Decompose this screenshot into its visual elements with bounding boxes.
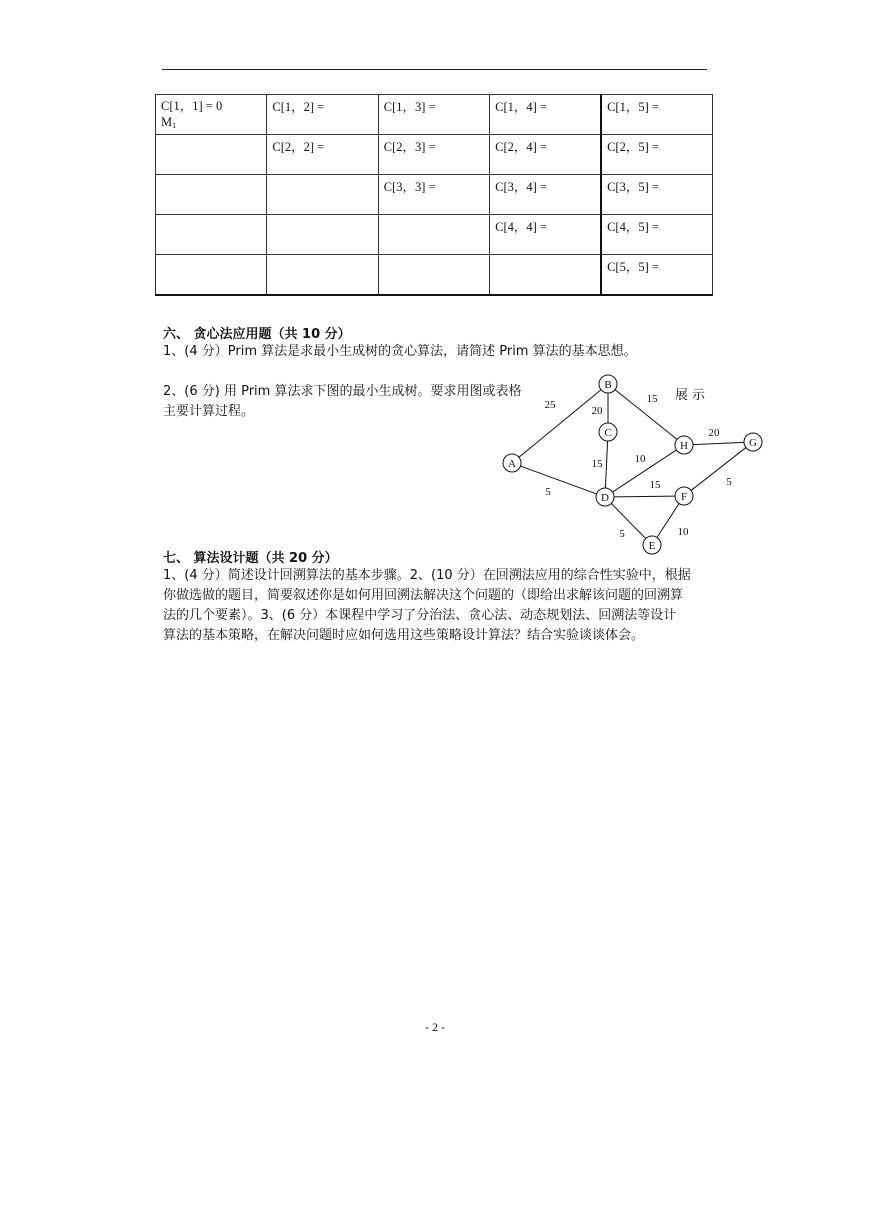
- section6-question1: 1、(4 分）Prim 算法是求最小生成树的贪心算法，请简述 Prim 算法的基本思想。: [163, 344, 637, 359]
- edge-weight-label: 10: [677, 526, 689, 538]
- table-cell: [156, 135, 267, 175]
- section6-question2-line2: 主要计算过程。: [163, 404, 255, 419]
- table-cell-text: C[1，1] = 0: [161, 99, 223, 113]
- header-rule: [162, 69, 707, 70]
- graph-node-label: A: [508, 458, 516, 470]
- table-cell: C[2，2] =: [267, 135, 378, 175]
- table-row: [156, 135, 713, 175]
- table-cell: C[3，4] =: [490, 175, 601, 215]
- edge-weight-label: 5: [545, 486, 551, 498]
- edge-weight-label: 5: [619, 528, 625, 540]
- graph-edge-g-f: [691, 448, 746, 491]
- edge-weight-label: 20: [591, 405, 603, 417]
- edge-weight-label: 5: [726, 476, 732, 488]
- table-cell: [156, 255, 267, 295]
- graph-edge-e-f: [657, 504, 679, 538]
- table-row: [156, 175, 713, 215]
- section7-title: 七、 算法设计题（共 20 分）: [163, 551, 338, 566]
- m1-label: $M_1$: [161, 115, 177, 130]
- graph-edge-a-d: [520, 466, 596, 494]
- section6-question2-tail: 展示: [675, 388, 710, 403]
- table-row: [156, 255, 713, 295]
- table-cell: [378, 215, 489, 255]
- section7-line4: 算法的基本策略，在解决问题时应如何选用这些策略设计算法？结合实验谈谈体会。: [163, 628, 645, 643]
- table-cell: C[2，5] =: [601, 135, 712, 175]
- graph-node-label: E: [648, 540, 656, 552]
- edge-weight-label: 15: [591, 458, 603, 470]
- edge-weight-label: 15: [649, 479, 661, 491]
- graph-edge-h-g: [693, 442, 744, 444]
- table-cell: [378, 255, 489, 295]
- table-cell: [156, 215, 267, 255]
- table-cell: C[4，5] =: [601, 215, 712, 255]
- table-cell: C[2，4] =: [490, 135, 601, 175]
- graph-edge-c-d: [605, 441, 607, 488]
- graph-node-label: B: [604, 379, 612, 391]
- table-cell: [267, 255, 378, 295]
- table-cell: [490, 255, 601, 295]
- table-cell: C[1，2] =: [267, 95, 378, 135]
- section7-line2: 你做选做的题目，简要叙述你是如何用回溯法解决这个问题的（即给出求解该问题的回溯算: [163, 588, 684, 603]
- table-cell: [267, 175, 378, 215]
- table-cell: [156, 175, 267, 215]
- edge-weight-label: 15: [646, 393, 658, 405]
- edge-weight-label: 10: [634, 453, 646, 465]
- table-cell: C[2，3] =: [378, 135, 489, 175]
- cost-matrix-table: [155, 94, 713, 296]
- section6-question2-line1: 2、(6 分) 用 Prim 算法求下图的最小生成树。要求用图或表格: [163, 384, 522, 399]
- table-cell: C[3，5] =: [601, 175, 712, 215]
- table-cell: [156, 95, 267, 135]
- edge-weight-label: 20: [708, 427, 720, 439]
- table-cell: C[1，5] =: [601, 95, 712, 135]
- section7-line1: 1、(4 分）简述设计回溯算法的基本步骤。2、(10 分）在回溯法应用的综合性实验中，根据: [163, 568, 691, 583]
- table-cell: C[1，4] =: [490, 95, 601, 135]
- table-cell: [267, 215, 378, 255]
- section6-title: 六、 贪心法应用题（共 10 分）: [163, 327, 351, 342]
- weighted-graph-diagram: [496, 372, 776, 558]
- table-cell: C[1，3] =: [378, 95, 489, 135]
- page-number: - 2 -: [425, 1020, 445, 1034]
- graph-node-label: F: [680, 491, 688, 503]
- graph-node-label: H: [680, 440, 688, 452]
- table-row: [156, 95, 713, 135]
- graph-node-label: D: [601, 492, 609, 504]
- graph-node-label: G: [749, 437, 757, 449]
- graph-edge-d-f: [614, 496, 675, 497]
- graph-edge-d-e: [611, 503, 645, 538]
- graph-edge-a-b: [519, 390, 601, 458]
- table-cell: C[3，3] =: [378, 175, 489, 215]
- table-cell: C[5，5] =: [601, 255, 712, 295]
- table-cell: C[4，4] =: [490, 215, 601, 255]
- edge-weight-label: 25: [544, 399, 556, 411]
- section7-line3: 法的几个要素）。3、(6 分）本课程中学习了分治法、贪心法、动态规划法、回溯法等设计: [163, 608, 677, 623]
- graph-node-label: C: [604, 427, 612, 439]
- table-row: [156, 215, 713, 255]
